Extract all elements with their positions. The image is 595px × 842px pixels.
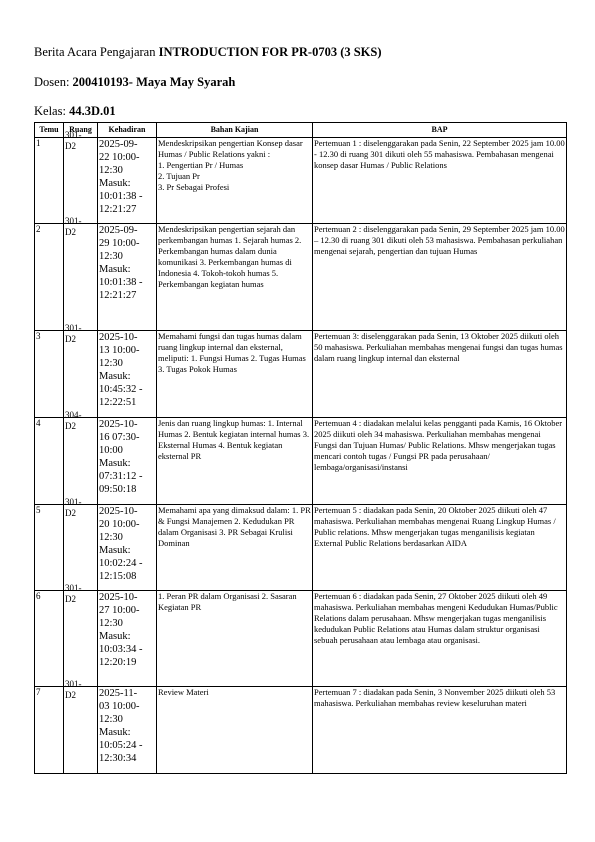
attendance-cell — [98, 331, 157, 418]
meeting-number: 4 — [35, 418, 64, 505]
attendance-line: Masuk: — [99, 178, 131, 189]
col-header-kehadiran: Kehadiran — [98, 123, 157, 138]
attendance-cell — [98, 687, 157, 774]
title-prefix: Berita Acara Pengajaran — [34, 45, 156, 59]
col-header-bahan: Bahan Kajian — [157, 123, 313, 138]
attendance-line: 2025-10- — [99, 332, 138, 343]
meeting-number: 6 — [35, 591, 64, 687]
col-header-bap: BAP — [313, 123, 567, 138]
room-cell — [64, 130, 98, 224]
table-row — [35, 505, 567, 591]
attendance-line: 12:30 — [99, 714, 123, 725]
report-cell: Pertemuan 1 : diselenggarakan pada Senin, 22 September 2025 jam 10.00 - 12.30 di ruang 301 dikuti oleh 55 mahasiswa. Pembahasan mengenai konsep dasar Humas / Public Relations — [313, 138, 567, 224]
attendance-line: 20 10:00- — [99, 519, 140, 530]
report-cell: Pertemuan 5 : diadakan pada Senin, 20 Oktober 2025 diikuti oleh 47 mahasiswa. Perkuliahan membahas mengenai Ruang Lingkup Humas / Public relations. Mhsw mengerjakan tugas menganilisis kegiatan External Public Relations berdasarkan AIDA — [313, 505, 567, 591]
attendance-line: 22 10:00- — [99, 152, 140, 163]
attendance-line: 2025-10- — [99, 419, 138, 430]
attendance-line: 12:30 — [99, 532, 123, 543]
attendance-line: Masuk: — [99, 264, 131, 275]
col-header-temu: Temu — [35, 123, 64, 138]
attendance-line: 2025-10- — [99, 592, 138, 603]
attendance-line: 2025-09- — [99, 139, 138, 150]
attendance-line: Masuk: — [99, 631, 131, 642]
attendance-cell — [98, 224, 157, 331]
attendance-line: 12:21:27 — [99, 290, 137, 301]
attendance-line: 29 10:00- — [99, 238, 140, 249]
topic-cell: Review Materi — [157, 687, 313, 774]
attendance-line: Masuk: — [99, 727, 131, 738]
attendance-cell — [98, 138, 157, 224]
lecturer-line — [34, 75, 235, 90]
attendance-line: 07:31:12 - — [99, 471, 143, 482]
table-row — [35, 687, 567, 774]
attendance-line: 12:30:34 — [99, 753, 137, 764]
meeting-number: 7 — [35, 687, 64, 774]
attendance-line: 10:03:34 - — [99, 644, 143, 655]
attendance-line: 13 10:00- — [99, 345, 140, 356]
topic-cell: Jenis dan ruang lingkup humas: 1. Internal Humas 2. Bentuk kegiatan internal humas 3. Eksternal Humas 4. Bentuk kegiatan eksternal PR — [157, 418, 313, 505]
table-row — [35, 224, 567, 331]
attendance-line: 09:50:18 — [99, 484, 137, 495]
room-code: 304-D2 — [65, 410, 82, 431]
col-header-ruang: Ruang — [64, 123, 98, 138]
lecturer-label: Dosen: — [34, 75, 70, 89]
attendance-line: 12:30 — [99, 251, 123, 262]
room-cell — [64, 583, 98, 687]
topic-cell: 1. Peran PR dalam Organisasi 2. Sasaran Kegiatan PR — [157, 591, 313, 687]
table-body — [35, 130, 567, 774]
topic-cell: Mendeskripsikan pengertian Konsep dasar Humas / Public Relations yakni : 1. Pengertian Pr / Humas 2. Tujuan Pr 3. Pr Sebagai Profesi — [157, 138, 313, 224]
attendance-line: 10:45:32 - — [99, 384, 143, 395]
class-line — [34, 104, 116, 119]
attendance-line: 10:01:38 - — [99, 277, 143, 288]
room-code: 301-D2 — [65, 679, 82, 700]
attendance-line: 10:02:24 - — [99, 558, 143, 569]
room-cell — [64, 679, 98, 774]
attendance-line: 12:20:19 — [99, 657, 137, 668]
attendance-line: 27 10:00- — [99, 605, 140, 616]
topic-cell: Mendeskripsikan pengertian sejarah dan perkembangan humas 1. Sejarah humas 2. Perkembangan humas dalam dunia komunikasi 3. Perkembangan humas di Indonesia 4. Tokoh-tokoh humas 5. Perkembangan kegiatan humas — [157, 224, 313, 331]
room-code: 301-D2 — [65, 216, 82, 237]
attendance-cell — [98, 505, 157, 591]
table-row — [35, 418, 567, 505]
attendance-cell — [98, 418, 157, 505]
attendance-line: Masuk: — [99, 545, 131, 556]
room-cell — [64, 216, 98, 331]
attendance-line: 16 07:30- — [99, 432, 140, 443]
class-label: Kelas: — [34, 104, 66, 118]
attendance-table — [34, 122, 567, 774]
attendance-line: 2025-11- — [99, 688, 138, 699]
room-code: 301-D2 — [65, 497, 82, 518]
meeting-number: 5 — [35, 505, 64, 591]
attendance-line: 03 10:00- — [99, 701, 140, 712]
attendance-line: 2025-09- — [99, 225, 138, 236]
attendance-line: 10:05:24 - — [99, 740, 143, 751]
meeting-number: 1 — [35, 138, 64, 224]
table-row — [35, 331, 567, 418]
attendance-line: 12:30 — [99, 165, 123, 176]
attendance-line: Masuk: — [99, 371, 131, 382]
room-code: 301-D2 — [65, 583, 82, 604]
attendance-line: 12:15:08 — [99, 571, 137, 582]
room-cell — [64, 497, 98, 591]
room-cell — [64, 323, 98, 418]
room-code: 301-D2 — [65, 323, 82, 344]
report-cell: Pertemuan 2 : diselenggarakan pada Senin, 29 September 2025 jam 10.00 – 12.30 di ruang 301 dikuti oleh 53 mahasiswa. Pembahasan perkuliahan mengenai sejarah, pengertian dan tujuan Humas — [313, 224, 567, 331]
page-title — [34, 45, 382, 60]
attendance-line: 12:30 — [99, 618, 123, 629]
attendance-line: 12:22:51 — [99, 397, 137, 408]
attendance-line: 12:30 — [99, 358, 123, 369]
topic-cell: Memahami apa yang dimaksud dalam: 1. PR & Fungsi Manajemen 2. Kedudukan PR dalam Organisasi 3. PR Sebagai Krulisi Dominan — [157, 505, 313, 591]
attendance-line: Masuk: — [99, 458, 131, 469]
report-cell: Pertemuan 7 : diadakan pada Senin, 3 Nonvember 2025 diikuti oleh 53 mahasiswa. Perkuliahan membahas review keseluruhan materi — [313, 687, 567, 774]
course-name: INTRODUCTION FOR PR-0703 (3 SKS) — [158, 45, 382, 59]
class-value: 44.3D.01 — [69, 104, 116, 118]
table-row — [35, 591, 567, 687]
attendance-line: 2025-10- — [99, 506, 138, 517]
attendance-cell — [98, 591, 157, 687]
attendance-line: 10:01:38 - — [99, 191, 143, 202]
table-row — [35, 138, 567, 224]
topic-cell: Memahami fungsi dan tugas humas dalam ruang lingkup internal dan eksternal, meliputi: 1. Fungsi Humas 2. Tugas Humas 3. Tugas Pokok Humas — [157, 331, 313, 418]
lecturer-value: 200410193- Maya May Syarah — [72, 75, 236, 89]
report-cell: Pertemuan 6 : diadakan pada Senin, 27 Oktober 2025 diikuti oleh 49 mahasiswa. Perkuliahan membahas mengeni Kedudukan Humas/Public Relations dalam perusahaan. Mhsw mengerjakan tugas menganilisis kedudukan Public Relations atau Humas dalam struktur organisasi sebuah perusahaan atau lembaga atau organisasi. — [313, 591, 567, 687]
attendance-line: 10:00 — [99, 445, 123, 456]
room-code: 301-D2 — [65, 130, 82, 151]
table-header-row — [35, 123, 567, 138]
room-cell — [64, 410, 98, 505]
meeting-number: 2 — [35, 224, 64, 331]
report-cell: Pertemuan 3: diselenggarakan pada Senin, 13 Oktober 2025 diikuti oleh 50 mahasiswa. Perkuliahan membahas mengenai fungsi dan tugas humas dalam ruang lingkup internal dan eksternal — [313, 331, 567, 418]
attendance-line: 12:21:27 — [99, 204, 137, 215]
report-cell: Pertemuan 4 : diadakan melalui kelas pengganti pada Kamis, 16 Oktober 2025 diikuti oleh 34 mahasiswa. Perkuliahan membahas mengenai Fungsi dan Tujuan Humas/ Public Relations. Mhsw mengerjakan tugas mencari contoh tugas / Fungsi PR pada perusahaan/ lembaga/organisasi/instansi — [313, 418, 567, 505]
meeting-number: 3 — [35, 331, 64, 418]
